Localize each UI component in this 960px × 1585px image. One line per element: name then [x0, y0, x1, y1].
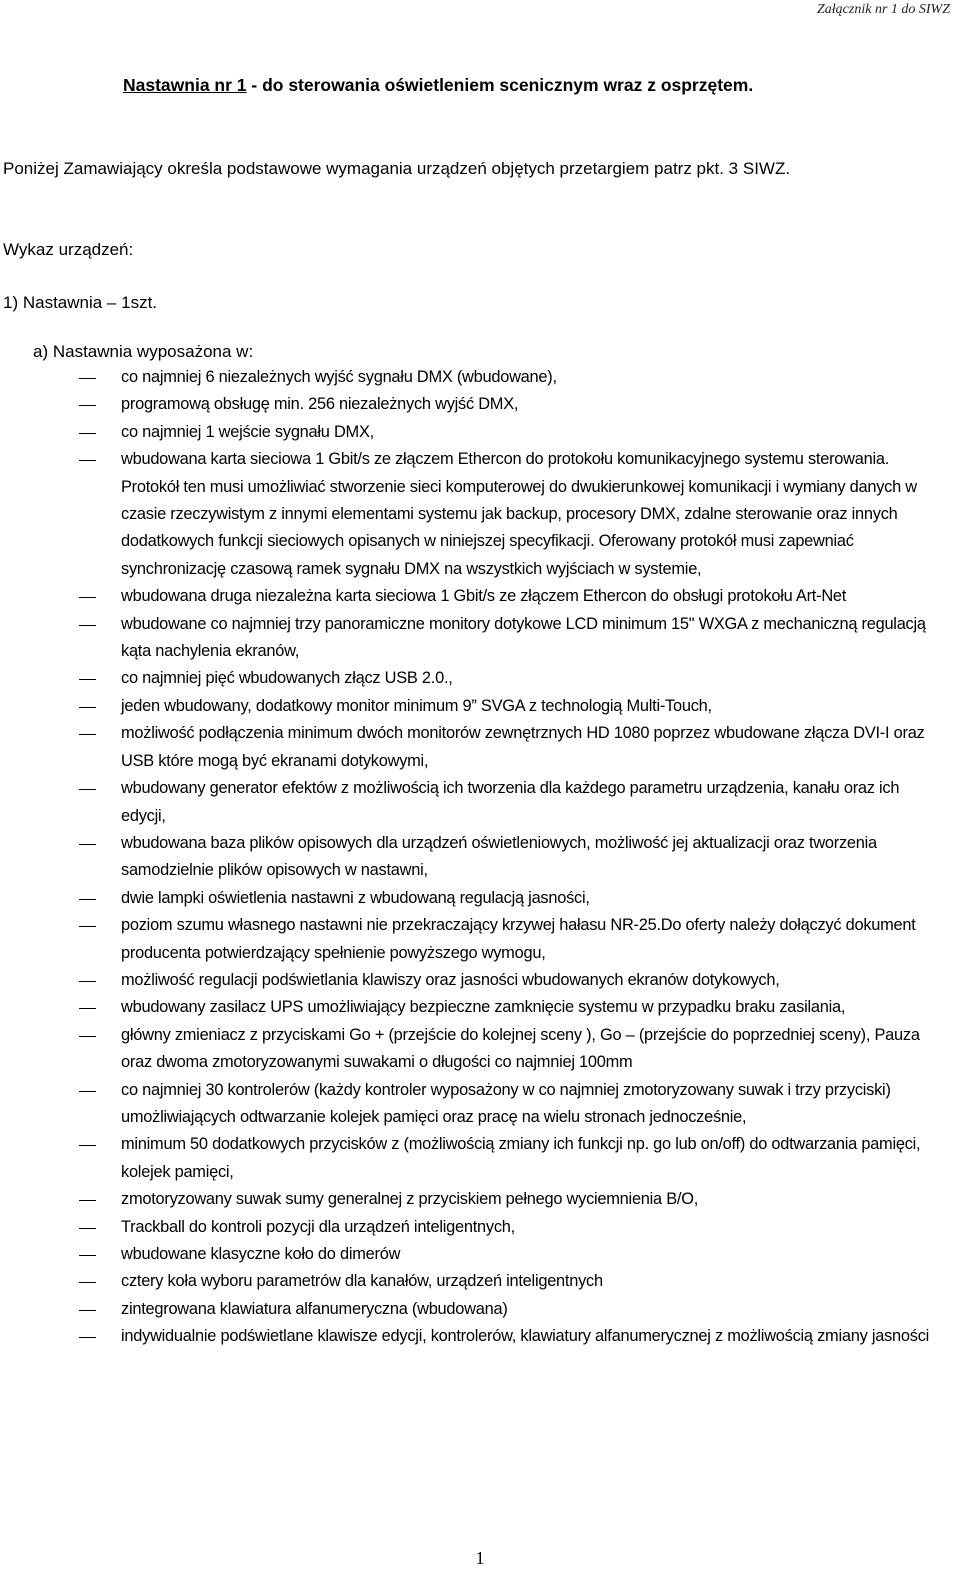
dash-bullet [79, 1282, 96, 1283]
requirement-item [0, 583, 960, 610]
requirement-text: wbudowana baza plików opisowych dla urządzeń oświetleniowych, możliwość jej aktualizacji oraz tworzenia samodzielnie plików opisowych w nastawni, [121, 833, 877, 880]
document-title [123, 73, 943, 97]
requirement-item [0, 364, 960, 391]
intro-paragraph: Poniżej Zamawiający określa podstawowe wymagania urządzeń objętych przetargiem patrz pkt. 3 SIWZ. [3, 159, 791, 178]
requirement-text: indywidualnie podświetlane klawisze edycji, kontrolerów, klawiatury alfanumerycznej z możliwością zmiany jasności [121, 1327, 930, 1346]
requirement-text: wbudowana druga niezależna karta sieciowa 1 Gbit/s ze złączem Ethercon do obsługi protokołu Art-Net [121, 587, 847, 606]
dash-bullet [79, 981, 96, 982]
requirement-text: co najmniej 30 kontrolerów (każdy kontroler wyposażony w co najmniej zmotoryzowany suwak i trzy przyciski) umożliwiających odtwarzanie kolejek pamięci oraz pracę na wielu stronach jednocześnie, [121, 1080, 891, 1126]
requirement-text: cztery koła wyboru parametrów dla kanałów, urządzeń inteligentnych [121, 1272, 603, 1291]
requirement-text: wbudowana karta sieciowa 1 Gbit/s ze złączem Ethercon do protokołu komunikacyjnego systemu sterowania. Protokół ten musi umożliwiać stworzenie sieci komputerowej do dwukierunkowej komunikacji i wymiany danych w czasie rzeczywistym z innymi elementami systemu jak backup, procesory DMX, zdalne sterowanie oraz innych dodatkowych funkcji sieciowych opisanych w niniejszej specyfikacji. Oferowany protokół musi zapewniać synchronizację czasową ramek sygnału DMX na wszystkich wyjściach w systemie, [121, 450, 917, 578]
requirement-text: jeden wbudowany, dodatkowy monitor minimum 9” SVGA z technologią Multi-Touch, [121, 696, 712, 715]
equipment-subheading: a) Nastawnia wyposażona w: [33, 342, 254, 361]
title-rest: - do sterowania oświetleniem scenicznym wraz z osprzętem. [246, 75, 754, 95]
requirement-text: zmotoryzowany suwak sumy generalnej z przyciskiem pełnego wyciemnienia B/O, [121, 1190, 699, 1209]
dash-bullet [79, 899, 96, 900]
dash-bullet [79, 1337, 96, 1338]
dash-bullet [79, 1008, 96, 1009]
dash-bullet [79, 405, 96, 406]
dash-bullet [79, 734, 96, 735]
requirement-text: dwie lampki oświetlenia nastawni z wbudowaną regulacją jasności, [121, 888, 590, 907]
requirement-text: programową obsługę min. 256 niezależnych wyjść DMX, [121, 395, 519, 414]
requirement-text: główny zmieniacz z przyciskami Go + (przejście do kolejnej sceny ), Go – (przejście do poprzedniej sceny), Pauza oraz dwoma zmotoryzowanymi suwakami o długości co najmniej 100mm [121, 1025, 920, 1072]
requirement-item [0, 720, 960, 775]
requirement-item [0, 912, 960, 967]
requirement-item [0, 1077, 960, 1132]
requirement-item [0, 1296, 960, 1323]
requirement-text: co najmniej 6 niezależnych wyjść sygnału DMX (wbudowane), [121, 368, 557, 386]
requirement-item [0, 1323, 960, 1350]
requirement-text: możliwość podłączenia minimum dwóch monitorów zewnętrznych HD 1080 poprzez wbudowane złącza DVI-I oraz USB które mogą być ekranami dotykowymi, [121, 724, 925, 770]
dash-bullet [79, 1228, 96, 1229]
requirement-item [0, 830, 960, 885]
requirement-text: wbudowane klasyczne koło do dimerów [121, 1245, 401, 1263]
requirement-text: wbudowane co najmniej trzy panoramiczne monitory dotykowe LCD minimum 15" WXGA z mechaniczną regulacją kąta nachylenia ekranów, [121, 614, 926, 661]
requirement-text: wbudowany zasilacz UPS umożliwiający bezpieczne zamknięcie systemu w przypadku braku zasilania, [121, 998, 846, 1017]
requirement-item [0, 1268, 960, 1295]
requirement-item [0, 1186, 960, 1213]
requirement-item [0, 446, 960, 583]
dash-bullet [79, 926, 96, 927]
dash-bullet [79, 707, 96, 708]
requirement-text: wbudowany generator efektów z możliwością ich tworzenia dla każdego parametru urządzenia, kanału oraz ich edycji, [121, 779, 900, 825]
dash-bullet [79, 460, 96, 461]
requirement-text: zintegrowana klawiatura alfanumeryczna (wbudowana) [121, 1299, 508, 1318]
requirement-item [0, 693, 960, 720]
dash-bullet [79, 679, 96, 680]
requirement-item [0, 419, 960, 446]
item-heading: 1) Nastawnia – 1szt. [3, 293, 158, 312]
dash-bullet [79, 597, 96, 598]
requirement-item [0, 775, 960, 830]
requirement-item [0, 1241, 960, 1268]
dash-bullet [79, 625, 96, 626]
requirement-item [0, 1214, 960, 1241]
dash-bullet [79, 1200, 96, 1201]
requirement-text: Trackball do kontroli pozycji dla urządzeń inteligentnych, [121, 1217, 515, 1236]
dash-bullet [79, 844, 96, 845]
requirement-item [0, 1022, 960, 1077]
requirement-text: poziom szumu własnego nastawni nie przekraczający krzywej hałasu NR-25.Do oferty należy dołączyć dokument producenta potwierdzający spełnienie powyższego wymogu, [121, 916, 916, 962]
dash-bullet [79, 1145, 96, 1146]
title-underlined: Nastawnia nr 1 [123, 75, 247, 95]
requirement-item [0, 391, 960, 418]
requirement-text: możliwość regulacji podświetlania klawiszy oraz jasności wbudowanych ekranów dotykowych, [121, 970, 780, 989]
requirement-text: minimum 50 dodatkowych przycisków z (możliwością zmiany ich funkcji np. go lub on/off) do odtwarzania pamięci, kolejek pamięci, [121, 1135, 921, 1181]
attachment-note: Załącznik nr 1 do SIWZ [817, 2, 950, 17]
page-number: 1 [475, 1548, 485, 1568]
requirement-item [0, 967, 960, 994]
dash-bullet [79, 378, 96, 379]
requirement-item [0, 885, 960, 912]
dash-bullet [79, 1036, 96, 1037]
requirement-item [0, 994, 960, 1021]
requirement-text: co najmniej 1 wejście sygnału DMX, [121, 422, 374, 441]
requirement-text: co najmniej pięć wbudowanych złącz USB 2.0., [121, 669, 453, 688]
requirements-list [0, 364, 960, 1351]
device-list-heading: Wykaz urządzeń: [3, 240, 134, 259]
dash-bullet [79, 1091, 96, 1092]
dash-bullet [79, 789, 96, 790]
requirement-item [0, 1131, 960, 1186]
dash-bullet [79, 433, 96, 434]
dash-bullet [79, 1310, 96, 1311]
requirement-item [0, 611, 960, 666]
dash-bullet [79, 1255, 96, 1256]
requirement-item [0, 665, 960, 692]
